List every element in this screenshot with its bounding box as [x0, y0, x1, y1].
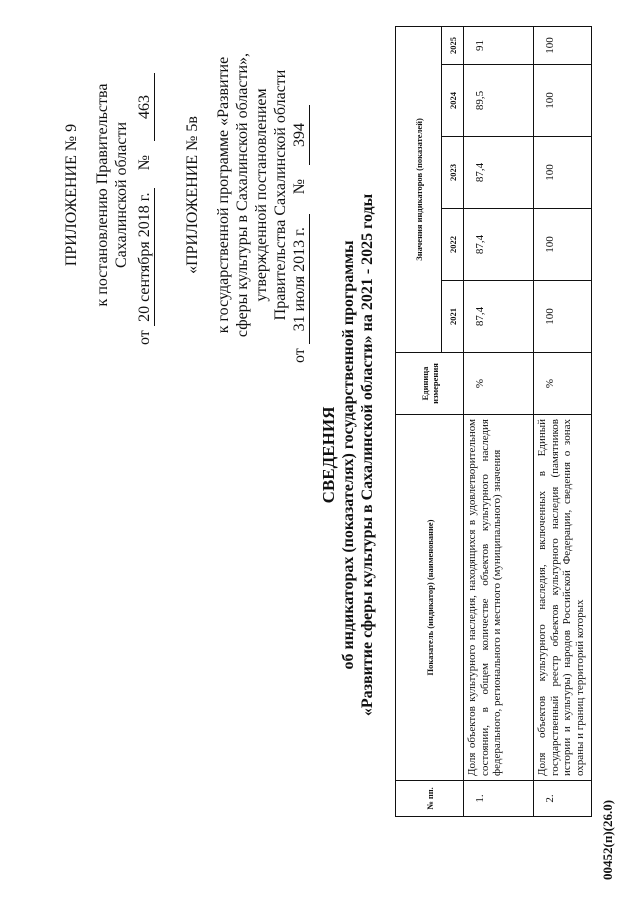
- indicators-table: [395, 26, 592, 817]
- appendix-5v-date: 31 июля 2013 г.: [290, 214, 310, 344]
- column-header-name: Показатель (индикатор) (наименование): [396, 415, 464, 781]
- table-row: [534, 26, 592, 816]
- appendix-9-line-1: к постановлению Правительства: [94, 83, 111, 307]
- appendix-5v-title: «ПРИЛОЖЕНИЕ № 5в: [184, 116, 201, 274]
- appendix-9-from: от: [136, 330, 153, 345]
- appendix-9-no-sign: №: [136, 154, 153, 171]
- row-value: 100: [534, 209, 592, 281]
- appendix-9-title: ПРИЛОЖЕНИЕ № 9: [63, 123, 80, 267]
- appendix-5v-line-4: Правительства Сахалинской области: [272, 69, 289, 321]
- row-value: 87,4: [464, 137, 534, 209]
- heading-line-1: об индикаторах (показателях) государственной программы: [340, 240, 357, 670]
- document-code: 00452(п)(26.0): [600, 799, 615, 880]
- appendix-9-block: [62, 45, 155, 345]
- appendix-9-number: 463: [135, 73, 155, 141]
- year-header: 2021: [442, 281, 464, 353]
- year-header: 2024: [442, 65, 464, 137]
- year-header: 2023: [442, 137, 464, 209]
- row-indicator-name: Доля объектов культурного наследия, включенных в Единый государственный реестр объектов культурного наследия (памятников истории и культуры) народов Российской Федерации, сведения о зонах охраны и границ территорий которых: [534, 415, 592, 781]
- row-unit: %: [464, 353, 534, 415]
- appendix-5v-from: от: [291, 348, 308, 363]
- row-value: 91: [464, 26, 534, 64]
- year-header: 2022: [442, 209, 464, 281]
- row-value: 100: [534, 137, 592, 209]
- appendix-9-date: 20 сентября 2018 г.: [135, 188, 155, 326]
- row-value: 100: [534, 281, 592, 353]
- appendix-5v-block: [183, 5, 310, 385]
- row-number: 2.: [534, 781, 592, 817]
- row-unit: %: [534, 353, 592, 415]
- row-value: 89,5: [464, 65, 534, 137]
- appendix-9-line-2: Сахалинской области: [113, 121, 130, 269]
- row-indicator-name: Доля объектов культурного наследия, находящихся в удовлетворительном состоянии, в общем количестве объектов культурного наследия федерального, регионального и местного (муниципального) значения: [464, 415, 534, 781]
- appendix-9-date-line: [135, 45, 155, 345]
- appendix-5v-number: 394: [290, 105, 310, 165]
- heading-title: СВЕДЕНИЯ: [319, 406, 338, 504]
- table-header-row: [396, 26, 442, 816]
- appendix-5v-date-line: [290, 5, 310, 385]
- document-heading: [318, 65, 377, 845]
- row-value: 87,4: [464, 209, 534, 281]
- row-value: 100: [534, 26, 592, 64]
- row-value: 100: [534, 65, 592, 137]
- appendix-5v-line-1: к государственной программе «Развитие: [215, 56, 232, 334]
- row-number: 1.: [464, 781, 534, 817]
- row-value: 87,4: [464, 281, 534, 353]
- column-header-values: Значения индикаторов (показателей): [396, 26, 442, 352]
- table-row: [464, 26, 534, 816]
- appendix-5v-line-2: сферы культуры в Сахалинской области»,: [234, 52, 251, 338]
- appendix-5v-line-3: утвержденной постановлением: [253, 88, 270, 302]
- year-header: 2025: [442, 26, 464, 64]
- column-header-number: № пп.: [396, 781, 464, 817]
- column-header-unit: Единица измерения: [396, 353, 464, 415]
- heading-line-2: «Развитие сферы культуры в Сахалинской области» на 2021 - 2025 годы: [359, 193, 376, 717]
- appendix-5v-no-sign: №: [291, 178, 308, 195]
